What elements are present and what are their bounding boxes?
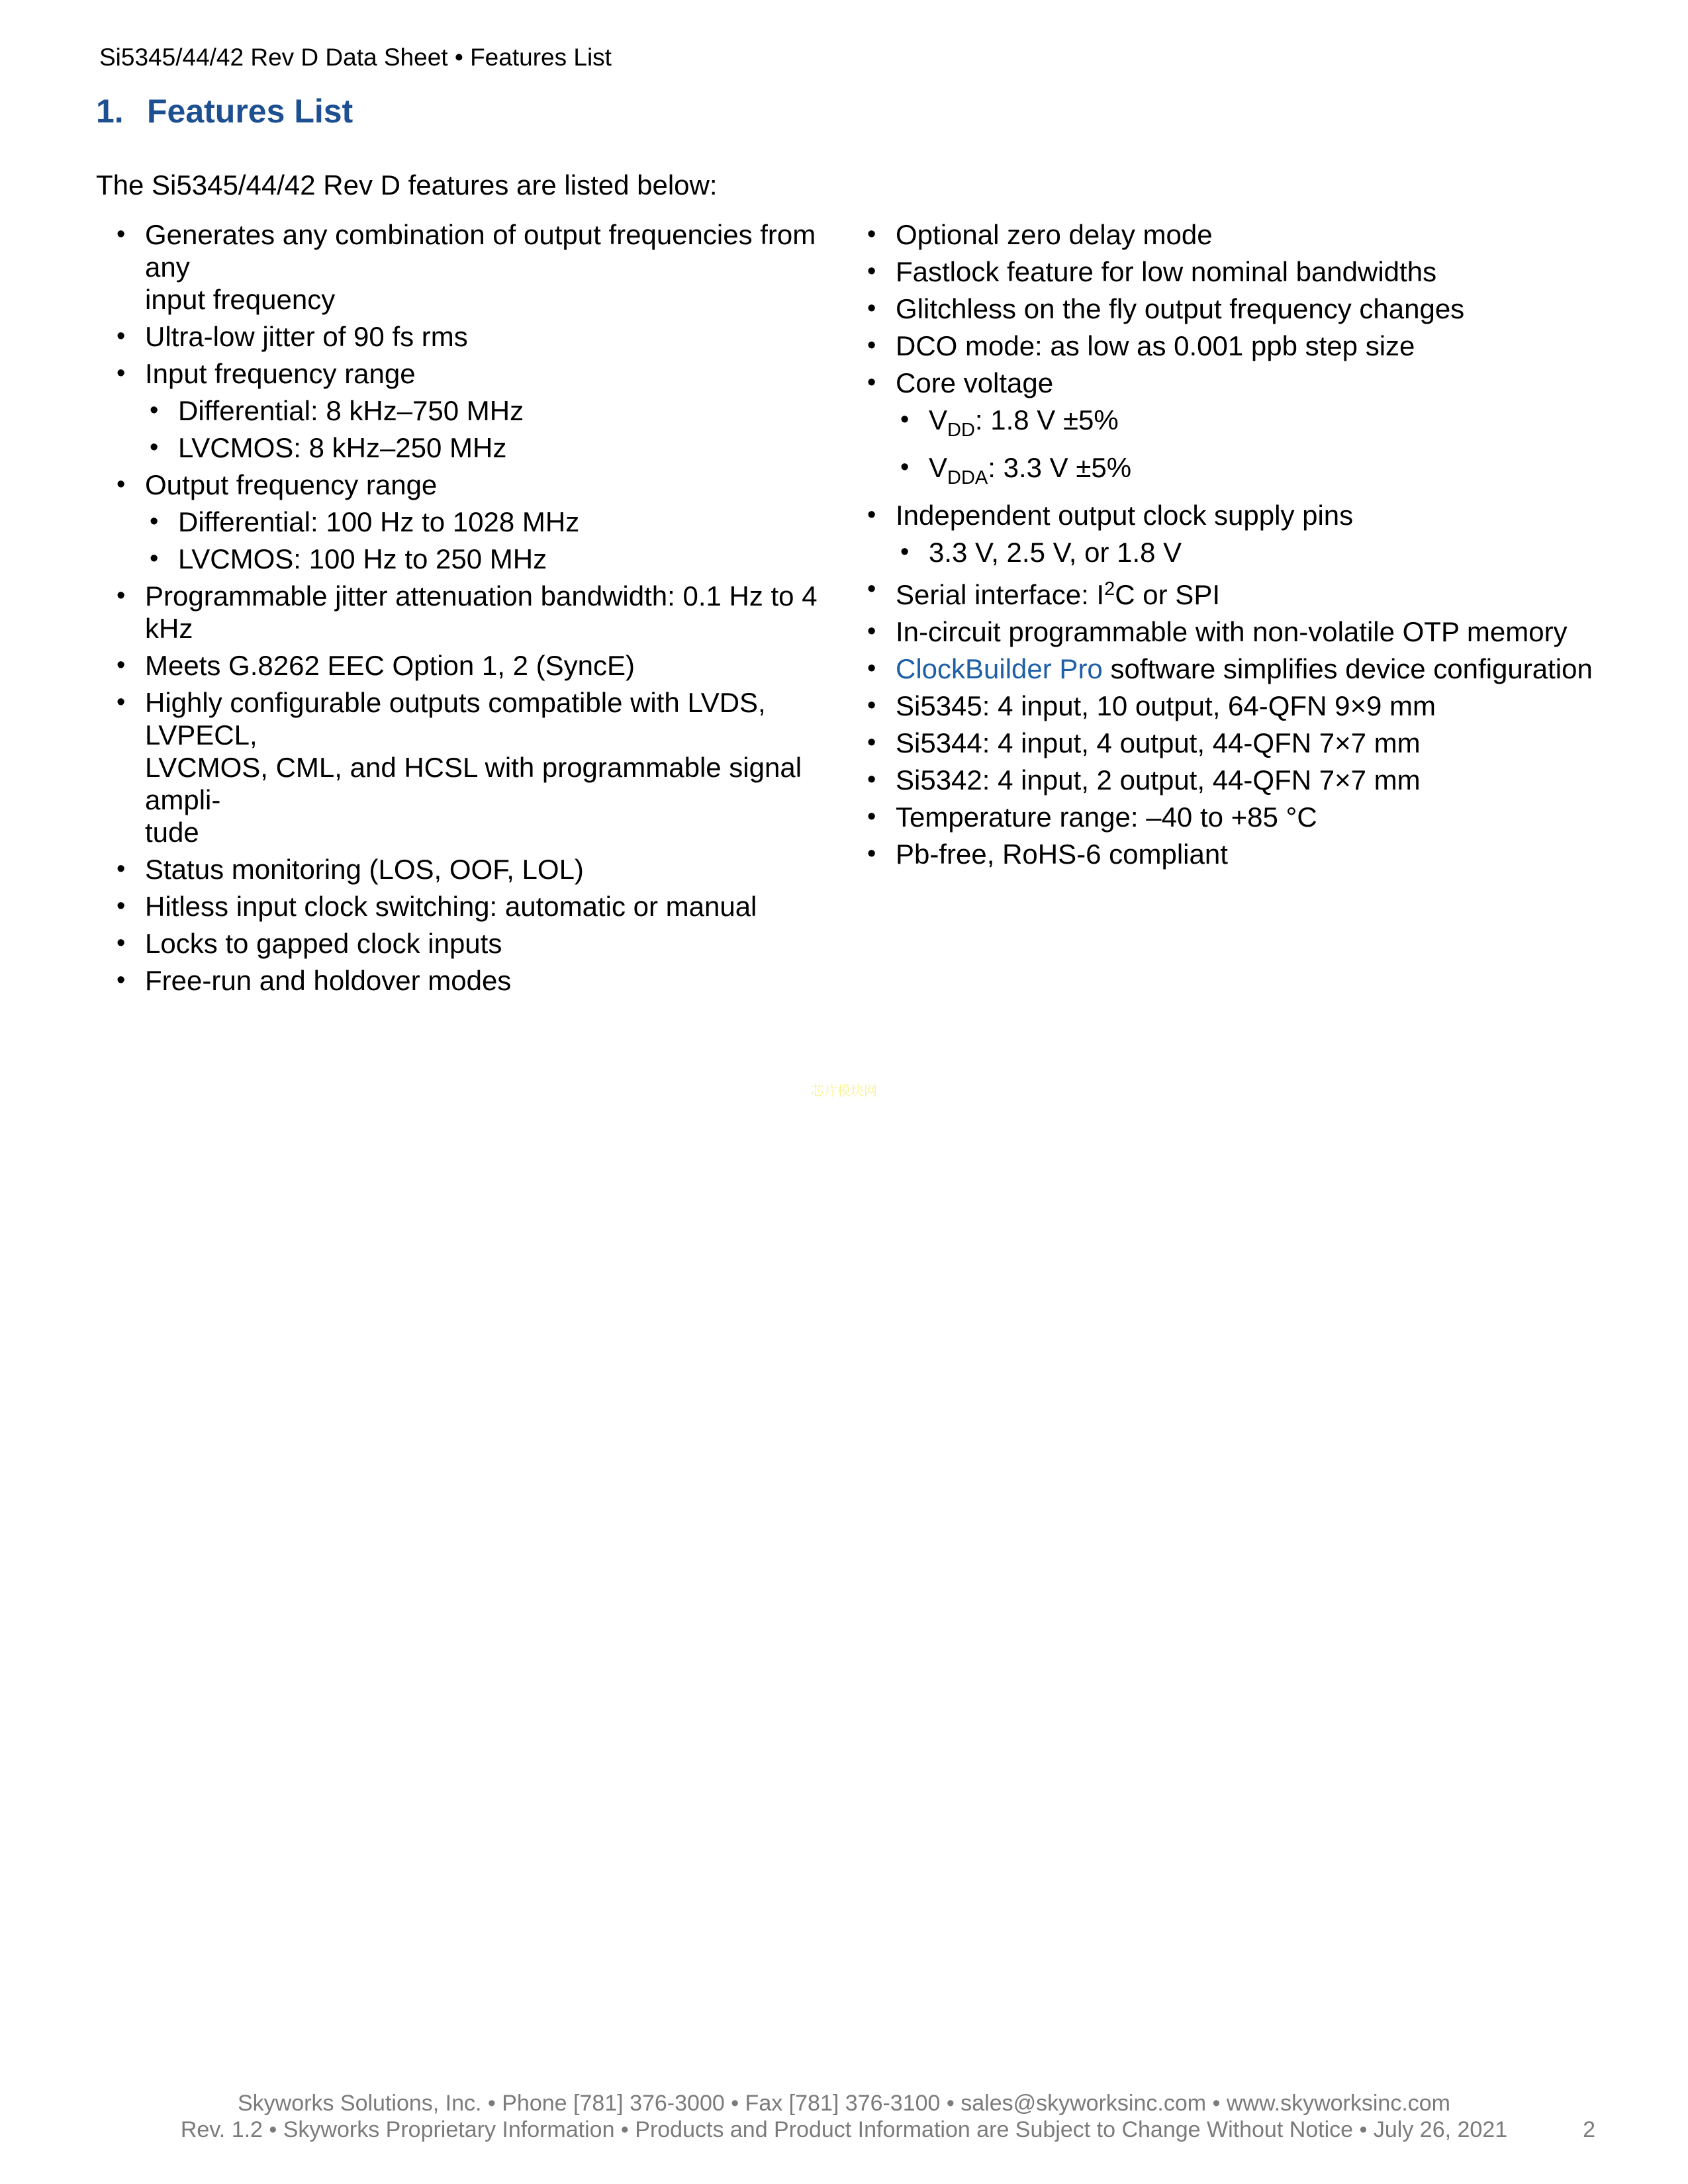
footer-contact-line: Skyworks Solutions, Inc. • Phone [781] 376-3000 • Fax [781] 376-3100 • sales@skyworksinc.com • www.skyworksinc.com: [237, 2091, 1450, 2116]
bullet-icon: •: [117, 688, 126, 716]
features-column-right: [867, 218, 1628, 875]
bullet-icon: •: [867, 295, 876, 322]
feature-item: [867, 293, 1628, 325]
bullet-icon: •: [867, 803, 876, 831]
bullet-icon: •: [117, 929, 126, 957]
bullet-icon: •: [150, 433, 159, 461]
feature-item: [867, 727, 1628, 759]
bullet-icon: •: [150, 396, 159, 424]
feature-item: [900, 536, 1628, 569]
bullet-icon: •: [867, 575, 876, 603]
feature-item: [867, 838, 1628, 870]
feature-item: [117, 218, 831, 316]
feature-text: Ultra-low jitter of 90 fs rms: [145, 321, 468, 352]
bullet-icon: •: [867, 257, 876, 285]
section-number: 1.: [96, 93, 124, 130]
feature-text: 3.3 V, 2.5 V, or 1.8 V: [929, 537, 1182, 568]
feature-item: [150, 432, 831, 464]
feature-text: Locks to gapped clock inputs: [145, 928, 502, 959]
feature-text: $V_{DDA}$: 3.3 V ±5%: [929, 452, 1132, 488]
page-number: 2: [1583, 2117, 1595, 2142]
bullet-icon: •: [867, 369, 876, 396]
feature-text: Status monitoring (LOS, OOF, LOL): [145, 854, 584, 885]
bullet-icon: •: [867, 729, 876, 756]
watermark-text: 芯片模块网: [811, 1084, 877, 1099]
feature-text: Differential: 8 kHz–750 MHz: [178, 395, 524, 426]
feature-item: [900, 451, 1628, 494]
feature-item: [867, 218, 1628, 251]
section-title: [96, 93, 353, 130]
feature-text: Si5344: 4 input, 4 output, 44-QFN 7×7 mm: [896, 727, 1421, 758]
feature-item: [117, 649, 831, 682]
feature-item: [867, 573, 1628, 611]
features-column-left: [117, 218, 831, 1001]
feature-text: Fastlock feature for low nominal bandwidths: [896, 256, 1437, 287]
bullet-icon: •: [117, 220, 126, 248]
feature-item: [867, 255, 1628, 288]
bullet-icon: •: [900, 538, 910, 566]
feature-text: DCO mode: as low as 0.001 ppb step size: [896, 330, 1415, 361]
feature-text: Serial interface: $I^2C$ or SPI: [896, 578, 1221, 610]
feature-item: [150, 506, 831, 538]
feature-text: Generates any combination of output frequencies from any input frequency: [145, 219, 816, 315]
bullet-icon: •: [900, 453, 910, 481]
bullet-icon: •: [900, 406, 910, 433]
feature-item: [867, 801, 1628, 833]
feature-text: Si5345: 4 input, 10 output, 64-QFN 9×9 mm: [896, 690, 1436, 721]
bullet-icon: •: [867, 840, 876, 868]
feature-text: Optional zero delay mode: [896, 219, 1213, 250]
feature-text: Output frequency range: [145, 469, 438, 500]
feature-item: [117, 964, 831, 997]
footer-revision-line: Rev. 1.2 • Skyworks Proprietary Information • Products and Product Information are Subject to Change Without Notice • July 26, 2021: [180, 2117, 1508, 2142]
bullet-icon: •: [150, 508, 159, 535]
feature-item: [867, 653, 1628, 685]
feature-item: [867, 330, 1628, 362]
feature-item: [867, 499, 1628, 531]
running-header: Si5345/44/42 Rev D Data Sheet • Features List: [99, 44, 612, 71]
bullet-icon: •: [117, 855, 126, 883]
feature-text: $V_{DD}$: 1.8 V ±5%: [929, 404, 1119, 441]
feature-text: Independent output clock supply pins: [896, 500, 1354, 531]
feature-item: [867, 690, 1628, 722]
feature-item: [900, 404, 1628, 447]
feature-text: Glitchless on the fly output frequency changes: [896, 293, 1465, 324]
bullet-icon: •: [867, 766, 876, 794]
bullet-icon: •: [117, 892, 126, 920]
feature-text: ClockBuilder Pro software simplifies device configuration: [896, 653, 1593, 684]
feature-item: [117, 853, 831, 886]
feature-text: LVCMOS: 8 kHz–250 MHz: [178, 432, 507, 463]
bullet-icon: •: [867, 692, 876, 719]
feature-text: Highly configurable outputs compatible with LVDS, LVPECL, LVCMOS, CML, and HCSL with programmable signal ampli- tude: [145, 687, 802, 848]
bullet-icon: •: [117, 582, 126, 610]
feature-text: Input frequency range: [145, 358, 416, 389]
bullet-icon: •: [867, 501, 876, 529]
feature-item: [117, 890, 831, 923]
bullet-icon: •: [117, 966, 126, 994]
intro-text: The Si5345/44/42 Rev D features are listed below:: [96, 169, 718, 201]
feature-item: [150, 394, 831, 427]
feature-item: [117, 686, 831, 848]
feature-item: [117, 927, 831, 960]
feature-item: [117, 320, 831, 353]
feature-text: Core voltage: [896, 367, 1054, 398]
bullet-icon: •: [150, 545, 159, 572]
feature-text: Pb-free, RoHS-6 compliant: [896, 839, 1228, 870]
feature-text: In-circuit programmable with non-volatile OTP memory: [896, 616, 1568, 647]
bullet-icon: •: [867, 332, 876, 359]
feature-text: Differential: 100 Hz to 1028 MHz: [178, 506, 580, 537]
section-title-label: Features List: [147, 93, 353, 130]
bullet-icon: •: [117, 651, 126, 679]
feature-text: Meets G.8262 EEC Option 1, 2 (SyncE): [145, 650, 635, 681]
feature-item: [117, 469, 831, 501]
feature-text: Programmable jitter attenuation bandwidth: 0.1 Hz to 4 kHz: [145, 580, 818, 644]
feature-text: Free-run and holdover modes: [145, 965, 512, 996]
bullet-icon: •: [117, 322, 126, 350]
clockbuilder-pro-link[interactable]: ClockBuilder Pro: [896, 653, 1103, 684]
feature-item: [867, 764, 1628, 796]
feature-item: [867, 615, 1628, 648]
feature-item: [117, 357, 831, 390]
feature-item: [150, 543, 831, 575]
feature-item: [117, 580, 831, 645]
feature-item: [867, 367, 1628, 399]
feature-text: Temperature range: –40 to +85 °C: [896, 801, 1317, 833]
feature-text: LVCMOS: 100 Hz to 250 MHz: [178, 543, 547, 574]
bullet-icon: •: [867, 617, 876, 645]
bullet-icon: •: [117, 359, 126, 387]
feature-text: Si5342: 4 input, 2 output, 44-QFN 7×7 mm: [896, 764, 1421, 796]
feature-text: Hitless input clock switching: automatic or manual: [145, 891, 757, 922]
bullet-icon: •: [117, 471, 126, 498]
bullet-icon: •: [867, 220, 876, 248]
bullet-icon: •: [867, 655, 876, 682]
